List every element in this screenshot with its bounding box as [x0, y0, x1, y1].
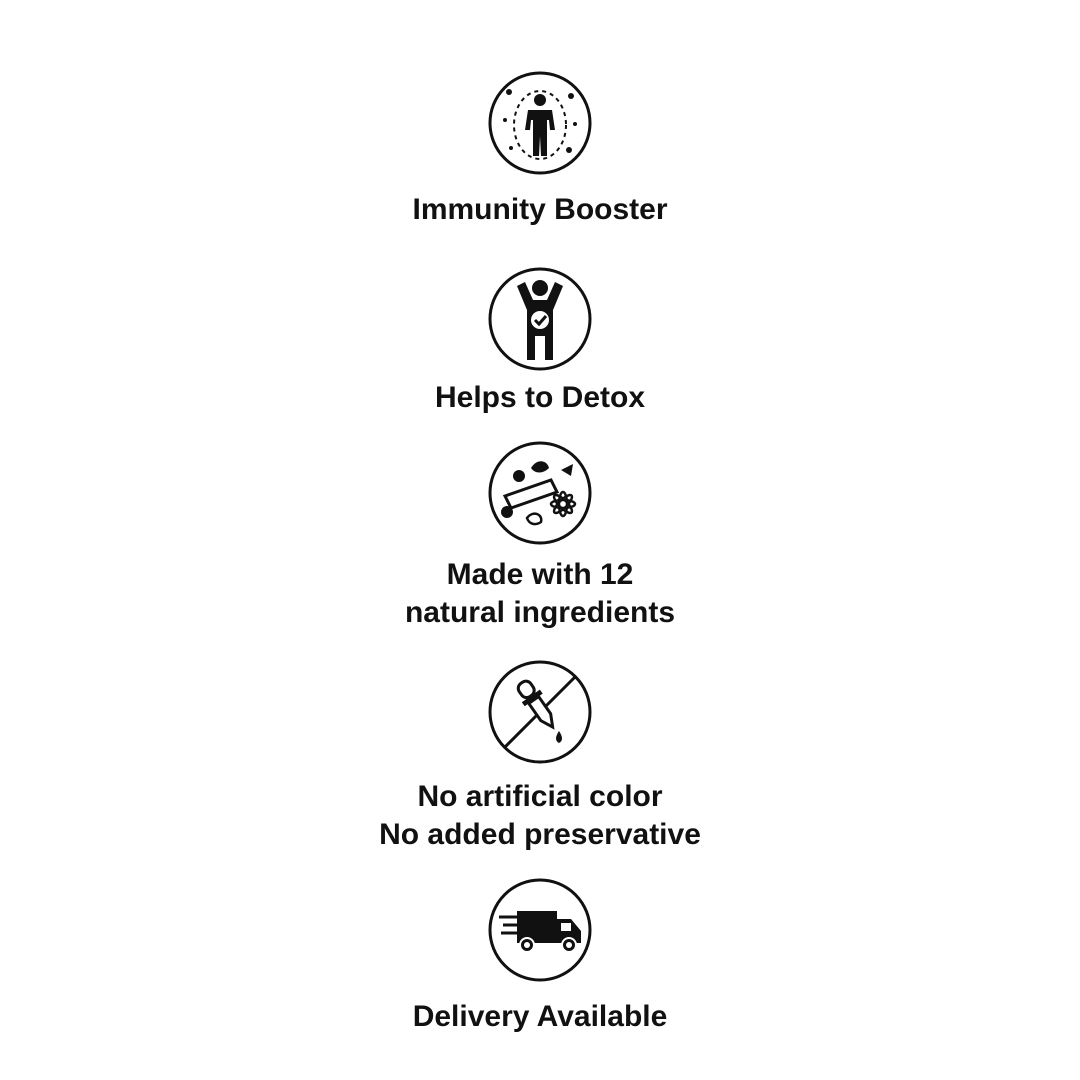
label-line: natural ingredients	[404, 596, 676, 629]
no-dropper-icon	[487, 659, 593, 765]
immunity-person-icon	[487, 70, 593, 176]
feature-label-immunity	[0, 191, 1080, 229]
label-line: Helps to Detox	[434, 381, 646, 414]
feature-label-ingredients	[0, 556, 1080, 632]
detox-person-icon	[487, 266, 593, 372]
feature-label-delivery	[0, 998, 1080, 1036]
feature-label-no-additives	[0, 778, 1080, 854]
label-line: No added preservative	[379, 818, 701, 851]
label-line: Made with 12	[446, 558, 634, 591]
feature-label-detox	[0, 379, 1080, 417]
label-line: Immunity Booster	[412, 193, 668, 226]
label-line: Delivery Available	[412, 1000, 668, 1033]
label-line: No artificial color	[417, 780, 663, 813]
delivery-truck-icon	[487, 877, 593, 983]
natural-ingredients-icon	[487, 440, 593, 546]
